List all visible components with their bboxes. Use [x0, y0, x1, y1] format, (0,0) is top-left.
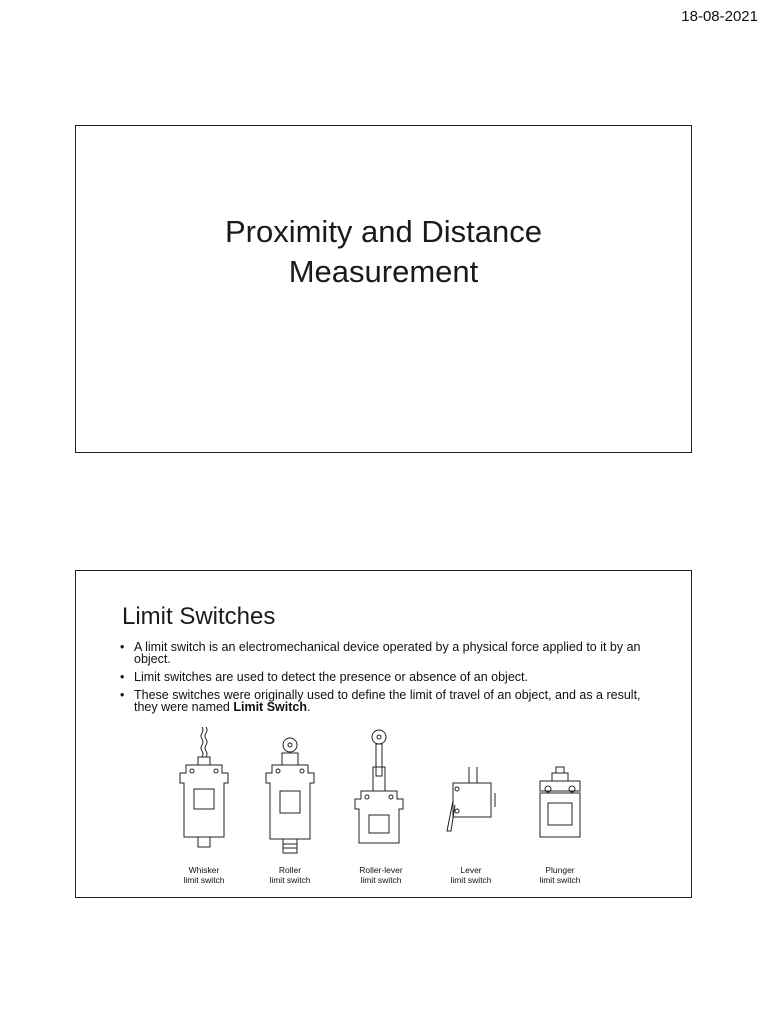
caption-line-1: Roller-lever — [359, 865, 403, 875]
slide-title — [76, 212, 691, 292]
lever-switch-drawing — [431, 727, 511, 867]
roller-lever-switch-drawing — [341, 727, 421, 867]
caption-line-2: limit switch — [269, 875, 311, 885]
whisker-caption — [154, 865, 254, 885]
roller-switch — [250, 727, 330, 887]
bullet-item: • Limit switches are used to detect the presence or absence of an object. — [120, 671, 660, 683]
slide-heading: Limit Switches — [122, 603, 276, 630]
lever-switch — [431, 727, 511, 887]
caption-line-2: limit switch — [450, 875, 492, 885]
bullet-item — [120, 689, 660, 713]
lever-caption — [421, 865, 521, 885]
slide-title-line-2: Measurement — [288, 254, 479, 289]
caption-line-1: Plunger — [545, 865, 575, 875]
plunger-caption — [510, 865, 610, 885]
bullet-text-end: . — [306, 700, 311, 714]
roller-lever-caption — [331, 865, 431, 885]
whisker-switch-drawing — [164, 727, 244, 867]
caption-line-2: limit switch — [539, 875, 581, 885]
slide-title-line-1: Proximity and Distance — [224, 214, 542, 249]
page-date: 18-08-2021 — [681, 8, 758, 25]
caption-line-1: Roller — [278, 865, 302, 875]
bullet-bold-term: Limit Switch — [233, 700, 307, 714]
caption-line-2: limit switch — [183, 875, 225, 885]
plunger-switch — [520, 727, 600, 887]
plunger-switch-drawing — [520, 727, 600, 867]
caption-line-1: Whisker — [188, 865, 220, 875]
title-slide — [75, 125, 692, 453]
roller-caption — [240, 865, 340, 885]
caption-line-1: Lever — [460, 865, 482, 875]
roller-switch-drawing — [250, 727, 330, 867]
limit-switch-figure — [156, 727, 588, 887]
whisker-switch — [164, 727, 244, 887]
bullet-item: • A limit switch is an electromechanical device operated by a physical force applied to it by an object. — [120, 641, 660, 665]
roller-lever-switch — [341, 727, 421, 887]
bullet-text: These switches were originally used to define the limit of travel of an object, and as a result, they were named — [134, 688, 641, 714]
bullet-list — [120, 641, 660, 719]
limit-switches-slide — [75, 570, 692, 898]
caption-line-2: limit switch — [360, 875, 402, 885]
